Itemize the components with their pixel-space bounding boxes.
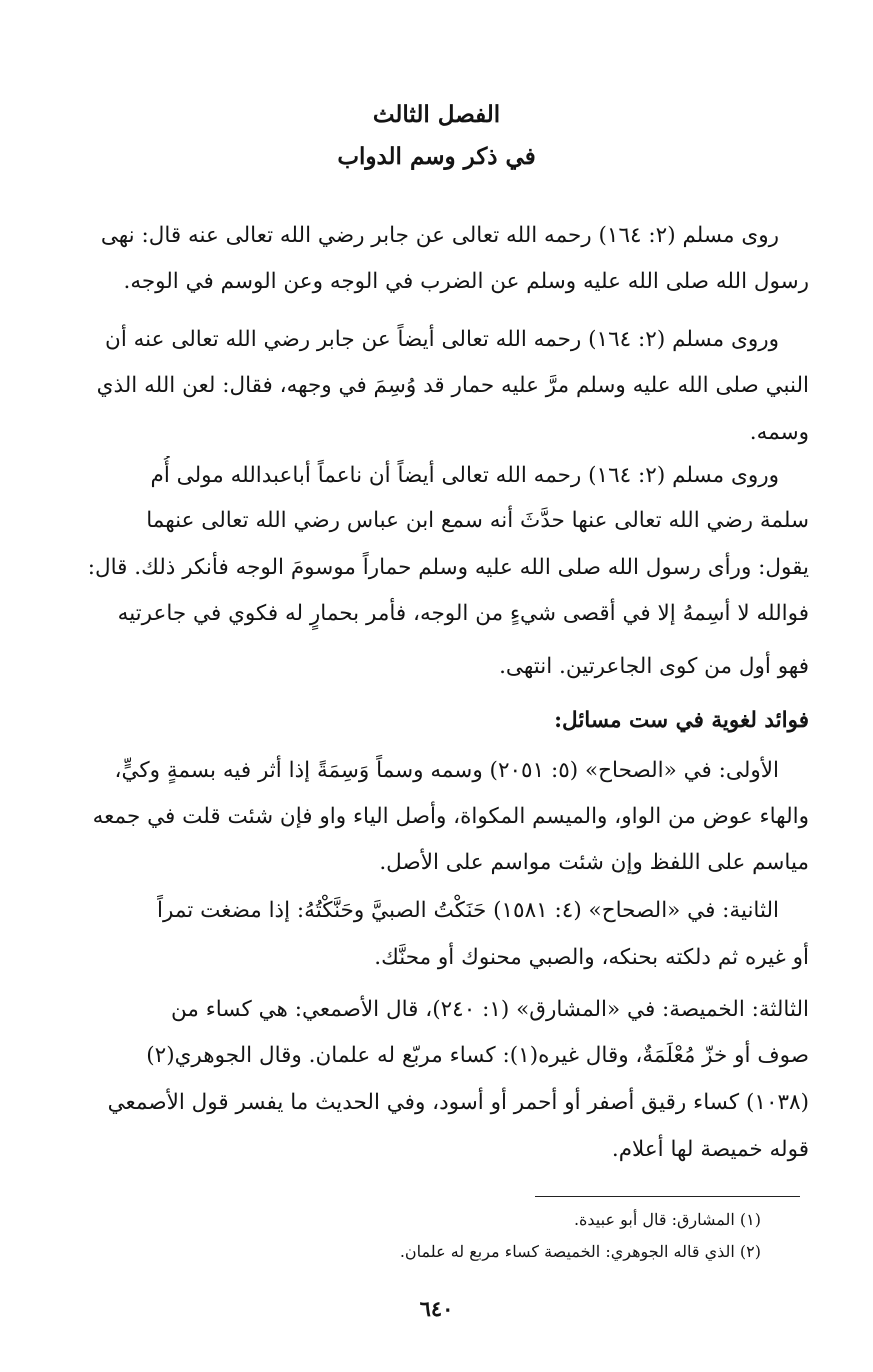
text-line: رسول الله صلى الله عليه وسلم عن الضرب في الوجه وعن الوسم في الوجه. (123, 269, 809, 294)
text-line: وروى مسلم (٢: ١٦٤) رحمه الله تعالى أيضاً أن ناعماً أباعبدالله مولى أُم (150, 463, 779, 488)
section-heading: فوائد لغوية في ست مسائل: (554, 708, 809, 733)
page-number: ٦٤٠ (419, 1296, 454, 1321)
footnote: (١) المشارق: قال أبو عبيدة. (573, 1210, 761, 1229)
text-line: وروى مسلم (٢: ١٦٤) رحمه الله تعالى أيضاً عن جابر رضي الله تعالى عنه أن (105, 327, 779, 352)
text-line: الأولى: في «الصحاح» (٥: ٢٠٥١) وسمه وسماً وَسِمَةً إذا أثر فيه بسمةٍ وكيٍّ، (114, 758, 779, 783)
footnote: (٢) الذي قاله الجوهري: الخميصة كساء مربع له علمان. (399, 1242, 761, 1261)
chapter-subtitle: في ذكر وسم الدواب (337, 143, 536, 170)
text-line: أو غيره ثم دلكته بحنكه، والصبي محنوك أو محنَّك. (374, 945, 809, 970)
text-line: (١٠٣٨) كساء رقيق أصفر أو أحمر أو أسود، وفي الحديث ما يفسر قول الأصمعي (107, 1090, 809, 1115)
text-line: والهاء عوض من الواو، والميسم المكواة، وأصل الياء واو فإن شئت قلت في جمعه (92, 804, 809, 829)
footnote-divider (535, 1196, 800, 1197)
text-line: فوالله لا أسِمهُ إلا في أقصى شيءٍ من الوجه، فأمر بحمارٍ له فكوي في جاعرتيه (117, 601, 809, 626)
text-line: يقول: ورأى رسول الله صلى الله عليه وسلم حماراً موسومَ الوجه فأنكر ذلك. قال: (87, 555, 809, 580)
text-line: النبي صلى الله عليه وسلم مرَّ عليه حمار قد وُسِمَ في وجهه، فقال: لعن الله الذي (96, 373, 809, 398)
text-line: روى مسلم (٢: ١٦٤) رحمه الله تعالى عن جابر رضي الله تعالى عنه قال: نهى (100, 223, 779, 248)
text-line: مياسم على اللفظ وإن شئت مواسم على الأصل. (379, 850, 809, 875)
text-line: قوله خميصة لها أعلام. (611, 1137, 809, 1162)
chapter-title: الفصل الثالث (372, 101, 501, 128)
text-line: فهو أول من كوى الجاعرتين. انتهى. (499, 654, 809, 679)
text-line: وسمه. (749, 420, 809, 445)
text-line: سلمة رضي الله تعالى عنها حدَّثَ أنه سمع ابن عباس رضي الله تعالى عنهما (146, 508, 809, 533)
text-line: الثانية: في «الصحاح» (٤: ١٥٨١) حَنَكْتُ الصبيَّ وحَنَّكْتُهُ: إذا مضغت تمراً (157, 898, 779, 923)
text-line: الثالثة: الخميصة: في «المشارق» (١: ٢٤٠)، قال الأصمعي: هي كساء من (170, 997, 809, 1022)
text-line: صوف أو خزّ مُعْلَمَةٌ، وقال غيره(١): كساء مربّع له علمان. وقال الجوهري(٢) (146, 1043, 809, 1068)
